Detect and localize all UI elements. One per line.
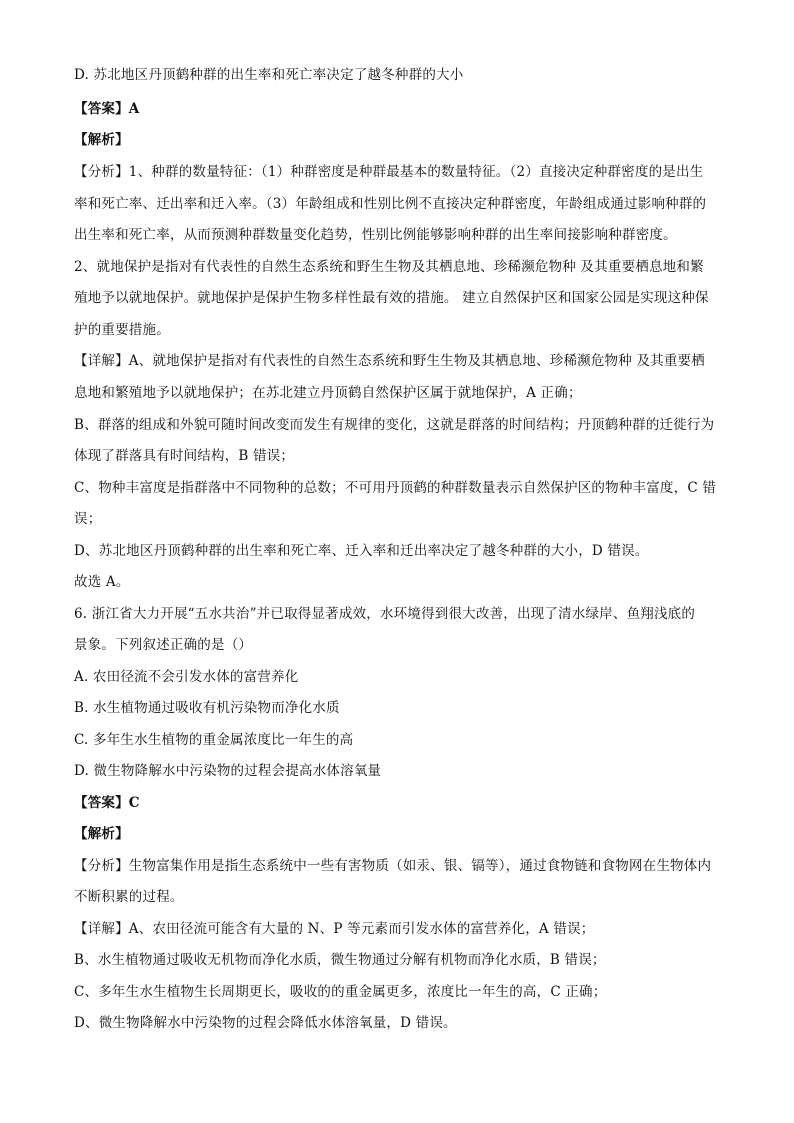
analysis-paragraph: 出生率和死亡率，从而预测种群数量变化趋势，性别比例能够影响种群的出生率间接影响种群密度。 <box>74 227 677 243</box>
option-a: A. 农田径流不会引发水体的富营养化 <box>74 669 299 685</box>
detail-paragraph: D、微生物降解水中污染物的过程会降低水体溶氧量，D 错误。 <box>74 1015 457 1031</box>
analysis-paragraph: 殖地予以就地保护。就地保护是保护生物多样性最有效的措施。 建立自然保护区和国家公园是实现这种保 <box>74 290 709 306</box>
answer-label: 【答案】C <box>74 795 140 811</box>
option-b: B. 水生植物通过吸收有机污染物而净化水质 <box>74 700 340 716</box>
detail-paragraph: B、水生植物通过吸收无机物而净化水质，微生物通过分解有机物而净化水质，B 错误； <box>74 952 606 968</box>
analysis-heading: 【解析】 <box>74 132 129 148</box>
detail-paragraph: C、物种丰富度是指群落中不同物种的总数；不可用丹顶鹤的种群数量表示自然保护区的物种丰富度，C 错 <box>74 480 717 496</box>
detail-paragraph: D、苏北地区丹顶鹤种群的出生率和死亡率、迁入率和迁出率决定了越冬种群的大小，D 错误。 <box>74 543 649 559</box>
question-stem: 景象。下列叙述正确的是（） <box>74 637 253 653</box>
analysis-paragraph: 护的重要措施。 <box>74 322 170 338</box>
detail-paragraph: 【详解】A、就地保护是指对有代表性的自然生态系统和野生生物及其栖息地、珍稀濒危物种 及其重要栖 <box>74 353 705 369</box>
detail-paragraph: 息地和繁殖地予以就地保护；在苏北建立丹顶鹤自然保护区属于就地保护，A 正确； <box>74 385 582 401</box>
question-stem: 6. 浙江省大力开展“五水共治”并已取得显著成效，水环境得到很大改善，出现了清水绿岸、鱼翔浅底的 <box>74 606 696 622</box>
detail-paragraph: B、群落的组成和外貌可随时间改变而发生有规律的变化，这就是群落的时间结构；丹顶鹤种群的迁徙行为 <box>74 417 715 433</box>
analysis-paragraph: 率和死亡率、迁出率和迁入率。（3）年龄组成和性别比例不直接决定种群密度，年龄组成通过影响种群的 <box>74 196 707 212</box>
detail-paragraph: 误； <box>74 511 102 527</box>
detail-paragraph: 【详解】A、农田径流可能含有大量的 N、P 等元素而引发水体的富营养化，A 错误； <box>74 921 595 937</box>
analysis-heading: 【解析】 <box>74 826 129 842</box>
detail-paragraph: 体现了群落具有时间结构，B 错误； <box>74 448 295 464</box>
analysis-paragraph: 不断积累的过程。 <box>74 889 184 905</box>
option-d: D. 微生物降解水中污染物的过程会提高水体溶氧量 <box>74 763 382 779</box>
detail-paragraph: C、多年生水生植物生长周期更长，吸收的的重金属更多，浓度比一年生的高，C 正确； <box>74 984 607 1000</box>
answer-label: 【答案】A <box>74 101 140 117</box>
option-d-statement: D. 苏北地区丹顶鹤种群的出生率和死亡率决定了越冬种群的大小 <box>74 67 464 83</box>
analysis-paragraph: 【分析】生物富集作用是指生态系统中一些有害物质（如汞、银、镉等），通过食物链和食物网在生物体内 <box>74 858 712 874</box>
choice-conclusion: 故选 A。 <box>74 574 130 590</box>
analysis-paragraph: 【分析】1、种群的数量特征：（1）种群密度是种群最基本的数量特征。（2）直接决定种群密度的是出生 <box>74 164 704 180</box>
option-c: C. 多年生水生植物的重金属浓度比一年生的高 <box>74 732 354 748</box>
analysis-paragraph: 2、就地保护是指对有代表性的自然生态系统和野生生物及其栖息地、珍稀濒危物种 及其重要栖息地和繁 <box>74 259 704 275</box>
